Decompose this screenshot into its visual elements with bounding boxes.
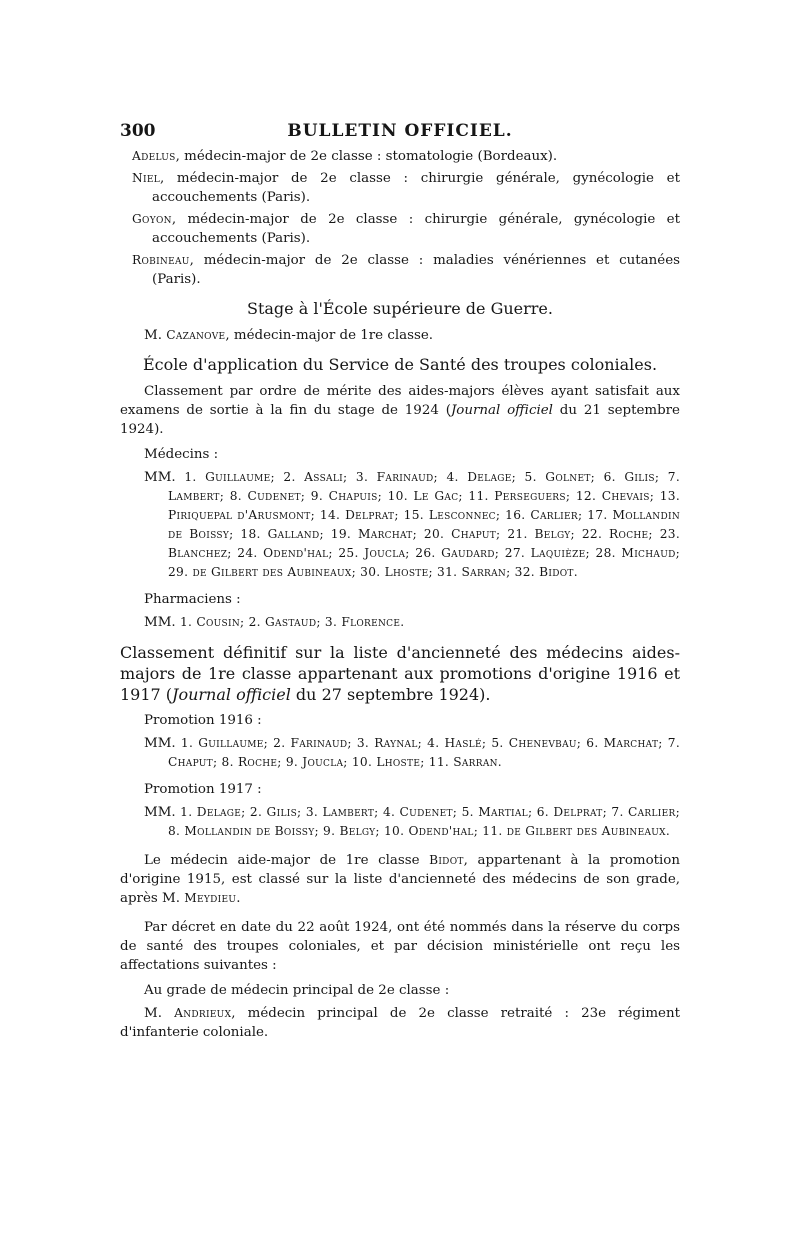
list-prefix: MM. (144, 615, 176, 630)
bidot-paragraph (120, 851, 680, 908)
promotion-1916-list (144, 734, 680, 772)
list-prefix: MM. (144, 805, 176, 820)
assignment-entry (120, 251, 680, 289)
list-prefix: MM. (144, 470, 176, 485)
assignment-text: , médecin-major de 2e classe : chirurgie générale, gynécologie et accouchements (Paris). (152, 212, 680, 246)
promotion-1916-label: Promotion 1916 : (144, 713, 262, 728)
paragraph-text: , appartenant à la promotion d'origine 1915, est classé sur la liste d'ancienneté des médecins de son grade, après M. (120, 853, 680, 906)
grade-label: Au grade de médecin principal de 2e classe : (144, 983, 450, 998)
document-page (120, 122, 680, 1042)
intro-text: Classement par ordre de mérite des aides-majors élèves ayant satisfait aux examens de sortie à la fin du stage de 1924 ( (120, 384, 680, 418)
medecins-label: Médecins : (144, 447, 219, 462)
paragraph-text: Le médecin aide-major de 1re classe (144, 853, 430, 868)
assignment-text: , médecin-major de 2e classe : chirurgie générale, gynécologie et accouchements (Paris). (152, 171, 680, 205)
list-prefix: MM. (144, 736, 176, 751)
classement-title-text: Classement définitif sur la liste d'ancienneté des médecins aides-majors de 1re classe appartenant aux promotions d'origine 1916 et 1917 ( (120, 643, 680, 704)
journal-reference: Journal officiel (172, 685, 291, 704)
person-name: Niel (132, 171, 160, 185)
stage-text: , médecin-major de 1re classe. (225, 328, 434, 343)
entry-prefix: M. (144, 1006, 162, 1021)
person-name: Meydieu (184, 891, 237, 905)
assignment-text: , médecin-major de 2e classe : maladies vénériennes et cutanées (Paris). (152, 253, 680, 287)
entry-text: , médecin principal de 2e classe retraité : 23e régiment d'infanterie coloniale. (120, 1006, 680, 1040)
journal-reference: Journal officiel (450, 403, 553, 418)
person-name: Adelus (132, 149, 176, 163)
promotion-1917-label: Promotion 1917 : (144, 782, 262, 797)
stage-entry (120, 326, 680, 345)
ecole-intro (120, 382, 680, 439)
running-title: BULLETIN OFFICIEL. (287, 121, 513, 141)
section-title-ecole: École d'application du Service de Santé des troupes coloniales. (142, 355, 658, 374)
ranked-names: 1. Delage; 2. Gilis; 3. Lambert; 4. Cudenet; 5. Martial; 6. Delprat; 7. Carlier; 8. Mollandin de Boissy; 9. Belgy; 10. Odend'hal; 11. de Gilbert des Aubineaux. (168, 805, 680, 838)
page-number: 300 (120, 121, 156, 141)
ranked-names: 1. Guillaume; 2. Assali; 3. Farinaud; 4. Delage; 5. Golnet; 6. Gilis; 7. Lambert; 8. Cudenet; 9. Chapuis; 10. Le Gac; 11. Perseguers; 12. Chevais; 13. Piriquepal d'Arusmont; 14. Delprat; 15. Lesconnec; 16. Carlier; 17. Mollandin de Boissy; 18. Galland; 19. Marchat; 20. Chaput; 21. Belgy; 22. Roche; 23. Blanchez; 24. Odend'hal; 25. Joucla; 26. Gaudard; 27. Laquièze; 28. Michaud; 29. de Gilbert des Aubineaux; 30. Lhoste; 31. Sarran; 32. Bidot. (168, 470, 680, 579)
person-name: Robineau (132, 253, 190, 267)
assignment-entry (120, 169, 680, 207)
intro-text-end: du 21 septembre 1924). (120, 403, 680, 437)
pharmaciens-label: Pharmaciens : (144, 592, 241, 607)
assignment-entry (120, 210, 680, 248)
decret-entry (120, 1004, 680, 1042)
ranked-names: 1. Cousin; 2. Gastaud; 3. Florence. (179, 615, 405, 629)
page-header (120, 122, 680, 141)
assignment-text: , médecin-major de 2e classe : stomatologie (Bordeaux). (175, 149, 558, 164)
paragraph-text: . (236, 891, 241, 906)
medecins-list (144, 468, 680, 582)
section-title-stage: Stage à l'École supérieure de Guerre. (247, 299, 553, 318)
stage-prefix: M. (144, 328, 162, 343)
assignment-entry (120, 147, 680, 166)
promotion-1917-list (144, 803, 680, 841)
classement-title-end: du 27 septembre 1924). (290, 685, 491, 704)
pharmaciens-list (144, 613, 680, 632)
ranked-names: 1. Guillaume; 2. Farinaud; 3. Raynal; 4. Haslé; 5. Chenevbau; 6. Marchat; 7. Chaput; 8. Roche; 9. Joucla; 10. Lhoste; 11. Sarran. (168, 736, 680, 769)
person-name: Cazanove (166, 328, 226, 342)
person-name: Bidot (429, 853, 464, 867)
decret-paragraph: Par décret en date du 22 août 1924, ont été nommés dans la réserve du corps de santé des troupes coloniales, et par décision ministérielle ont reçu les affectations suivantes : (120, 920, 680, 973)
person-name: Andrieux (174, 1006, 232, 1020)
section-title-classement (120, 642, 680, 705)
person-name: Goyon (132, 212, 172, 226)
